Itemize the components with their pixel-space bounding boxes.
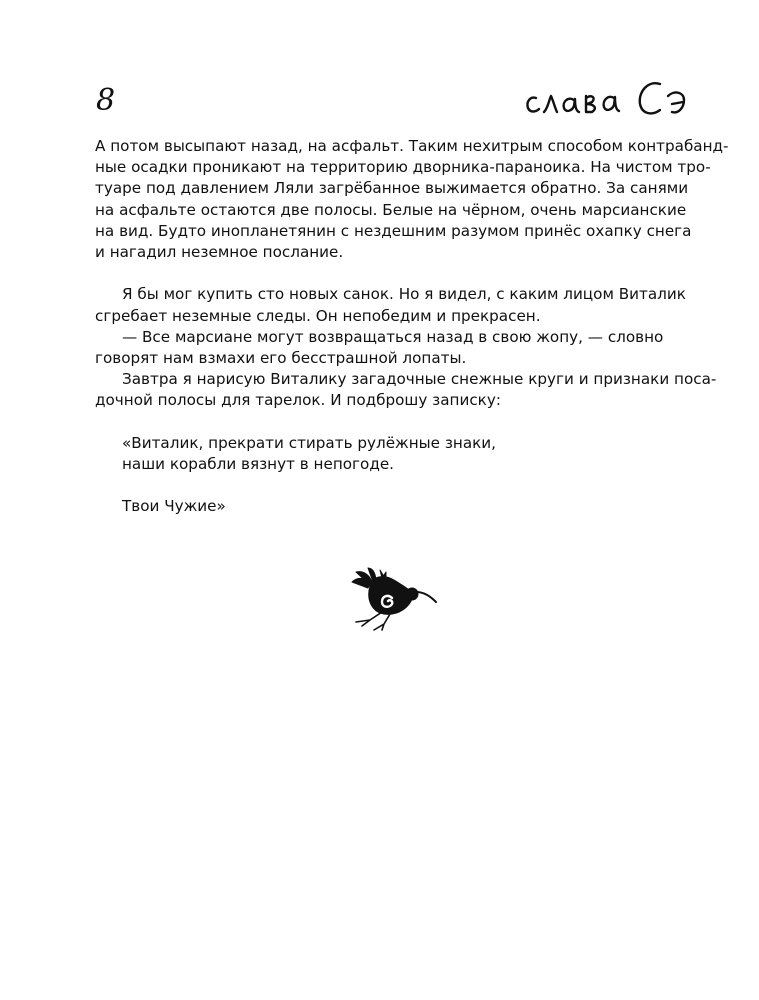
paragraph-gap [95,412,675,433]
text-line: ные осадки проникают на территорию дворника-параноика. На чистом тро- [95,158,711,177]
text-line: на вид. Будто инопланетянин с нездешним разумом принёс охапку снега [95,221,692,240]
handwritten-title-logo [522,74,702,124]
text-line: сгребает неземные следы. Он непобедим и прекрасен. [95,306,541,325]
bird-icon [348,564,440,634]
note-line: наши корабли вязнут в непогоде. [122,455,394,474]
paragraph-gap [95,475,675,496]
body-text [95,136,729,518]
page-number: 8 [96,83,116,118]
text-line: говорят нам взмахи его бесстрашной лопаты. [95,349,467,368]
text-line: дочной полосы для тарелок. И подброшу записку: [95,391,501,410]
text-line: Завтра я нарисую Виталику загадочные снежные круги и признаки поса- [122,370,717,389]
text-line: на асфальте остаются две полосы. Белые на чёрном, очень марсианские [95,200,687,219]
text-line: — Все марсиане могут возвращаться назад в свою жопу, — словно [122,327,664,346]
text-line: Я бы мог купить сто новых санок. Но я видел, с каким лицом Виталик [122,285,686,304]
running-title [522,74,702,124]
text-line: туаре под давлением Ляли загрёбанное выжимается обратно. За санями [95,179,689,198]
text-line: и нагадил неземное послание. [95,243,344,262]
note-signature: Твои Чужие» [122,497,226,516]
paragraph-gap [95,263,675,284]
bird-ornament [348,564,440,634]
note-line: «Виталик, прекрати стирать рулёжные знаки, [122,433,496,452]
text-line: А потом высыпают назад, на асфальт. Таким нехитрым способом контрабанд- [95,137,729,155]
